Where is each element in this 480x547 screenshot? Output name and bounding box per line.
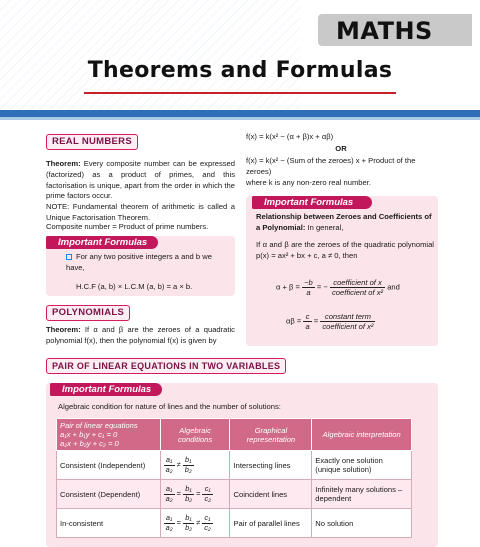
theorem-label: Theorem:: [46, 159, 81, 168]
equation-1: a₁x + b₁y + c₁ = 0: [60, 430, 118, 439]
relationship-title: [256, 212, 434, 234]
frac-c2: c₂: [204, 493, 211, 503]
frac-a2: a₂: [165, 464, 173, 474]
sum-eq: = −: [316, 282, 328, 292]
frac-c1: c₁: [202, 485, 213, 494]
frac-b1: b₁: [183, 485, 194, 494]
prod-coef-den: coefficient of x²: [322, 322, 374, 331]
sum-coef-den: coefficient of x²: [332, 288, 384, 297]
relationship-title-text: Relationship between Zeroes and Coefficients of a Polynomial:: [256, 212, 432, 232]
row-graph: Coincident lines: [230, 480, 312, 509]
col-algebraic-interpretation: Algebraic interpretation: [312, 419, 412, 451]
frac-b2: b₂: [185, 522, 192, 532]
poly-theorem-text: If α and β are the zeroes of a quadratic polynomial f(x), then the polynomial f(x) is given by: [46, 325, 235, 345]
sum-of-zeroes-formula: [276, 278, 400, 297]
header-band: [0, 110, 480, 117]
prod-eq: =: [313, 316, 319, 326]
poly-important-label: Important Formulas: [252, 196, 372, 209]
sum-lhs: α + β =: [276, 282, 300, 292]
row-condition: [160, 480, 230, 509]
frac-c2: c₂: [204, 522, 211, 532]
prod-frac-num: c: [303, 312, 311, 322]
frac-a1: a₁: [164, 456, 175, 465]
table-row: [57, 480, 412, 509]
row-condition: [160, 451, 230, 480]
poly-where: where k is any non-zero real number.: [246, 178, 371, 187]
linear-conditions-table: [56, 418, 412, 538]
header-band-light: [0, 117, 480, 120]
section-linear-equations: PAIR OF LINEAR EQUATIONS IN TWO VARIABLES: [46, 358, 286, 374]
row-graph: Intersecting lines: [230, 451, 312, 480]
prod-coef-frac: [320, 312, 375, 331]
polynomials-theorem: [46, 325, 235, 347]
section-real-numbers: REAL NUMBERS: [46, 134, 138, 150]
page-title: Theorems and Formulas: [87, 58, 393, 83]
poly-theorem-label: Theorem:: [46, 325, 81, 334]
col-pair-of-equations: [57, 419, 161, 451]
table-row: [57, 451, 412, 480]
row-type: Consistent (Independent): [57, 451, 161, 480]
theorem-text: Every composite number can be expressed (factorized) as a product of primes, and this factorisation is unique, apart from the order in which the prime factors occur.: [46, 159, 235, 201]
composite-definition: Composite number = Product of prime numbers.: [46, 222, 209, 231]
sum-frac-den: a: [306, 288, 311, 297]
relation-symbol: =: [176, 517, 181, 527]
real-numbers-important-label: Important Formulas: [46, 236, 158, 249]
hcf-formula: H.C.F (a, b) × L.C.M (a, b) = a × b.: [76, 282, 193, 291]
relation-symbol-2: ≠: [196, 517, 201, 527]
subject-label: MATHS: [336, 17, 433, 45]
relation-symbol: ≠: [176, 459, 181, 469]
frac-b2: b₂: [184, 464, 192, 474]
real-numbers-theorem: [46, 159, 235, 202]
frac-b1: b₁: [183, 514, 194, 523]
sum-frac: [302, 278, 315, 297]
hcf-bullet-text: For any two positive integers a and b we have,: [66, 252, 212, 272]
title-underline: [84, 92, 396, 94]
frac-a1: a₁: [164, 485, 175, 494]
frac-b2: b₂: [185, 493, 192, 503]
relation-symbol: =: [196, 488, 201, 498]
table-row: [57, 509, 412, 538]
real-numbers-note: NOTE: Fundamental theorem of arithmetic is called a Unique Factorisation Theorem.: [46, 202, 235, 222]
row-interpretation: No solution: [312, 509, 412, 538]
col-graphical-representation: Graphical representation: [230, 419, 312, 451]
sum-coef-frac: [330, 278, 385, 297]
prod-frac-den: a: [305, 322, 310, 331]
product-of-zeroes-formula: [286, 312, 375, 331]
row-condition: [160, 509, 230, 538]
row-interpretation: Infinitely many solutions – dependent: [312, 480, 412, 509]
linear-important-label: Important Formulas: [50, 383, 162, 396]
row-type: Consistent (Dependent): [57, 480, 161, 509]
sum-coef-num: coefficient of x: [330, 278, 385, 288]
poly-formula-2: f(x) = k(x² − (Sum of the zeroes) x + Product of the zeroes): [246, 156, 416, 176]
table-header-row: [57, 419, 412, 451]
prod-frac: [303, 312, 311, 331]
sum-frac-num: −b: [304, 278, 313, 287]
relationship-general: In general,: [307, 222, 344, 232]
equation-2: a₂x + b₂y + c₂ = 0: [60, 439, 119, 448]
relation-symbol: =: [176, 488, 181, 498]
frac-a2: a₂: [165, 522, 173, 532]
row-type: In-consistent: [57, 509, 161, 538]
frac-a1: a₁: [164, 514, 175, 523]
col-algebraic-conditions: Algebraic conditions: [160, 419, 230, 451]
linear-intro: Algebraic condition for nature of lines and the number of solutions:: [58, 402, 281, 411]
frac-a2: a₂: [165, 493, 173, 503]
poly-or: OR: [335, 144, 347, 153]
section-polynomials: POLYNOMIALS: [46, 305, 130, 321]
prod-lhs: αβ =: [286, 316, 302, 326]
frac-c1: c₁: [202, 514, 213, 523]
relationship-text: If α and β are the zeroes of the quadratic polynomial p(x) = ax² + bx + c, a ≠ 0, then: [256, 240, 434, 260]
row-graph: Pair of parallel lines: [230, 509, 312, 538]
row-interpretation: Exactly one solution (unique solution): [312, 451, 412, 480]
hcf-bullet: [66, 252, 230, 274]
bullet-square-icon: [66, 254, 72, 260]
prod-coef-num: constant term: [320, 312, 375, 322]
poly-formula-1: f(x) = k(x² − (α + β)x + αβ): [246, 132, 334, 141]
and-word: and: [387, 282, 400, 292]
frac-b1: b₁: [183, 456, 194, 465]
col-header-pair: Pair of linear equations: [60, 421, 138, 430]
